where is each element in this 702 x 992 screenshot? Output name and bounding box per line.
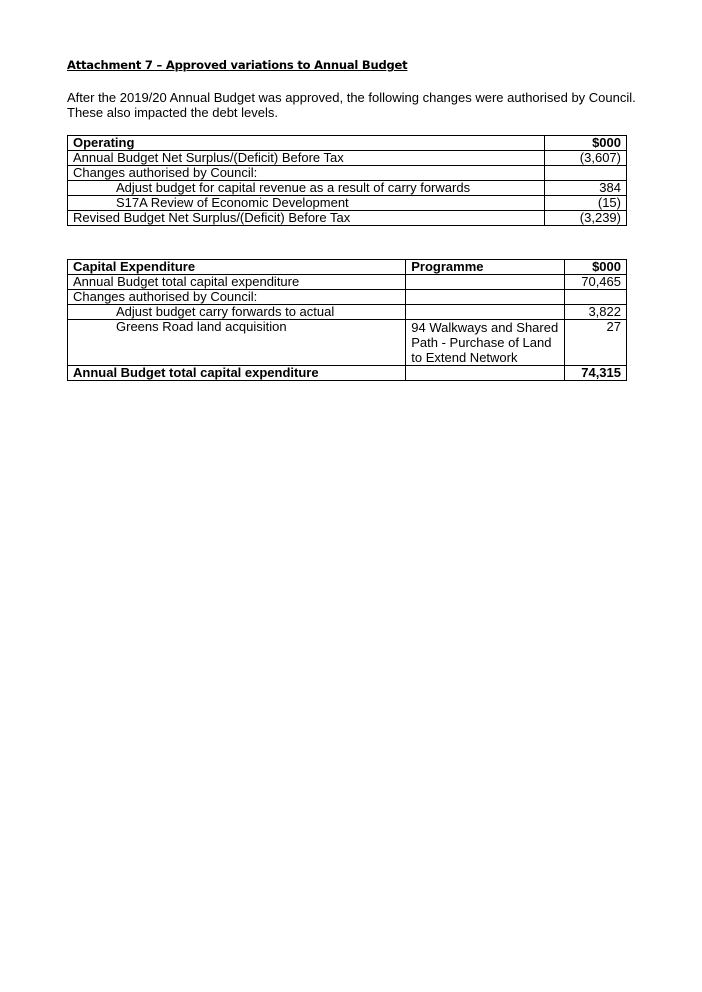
column-header-amount: $000 <box>545 136 627 151</box>
row-label: Changes authorised by Council: <box>68 166 545 181</box>
row-label: Adjust budget for capital revenue as a result of carry forwards <box>68 181 545 196</box>
row-label: Annual Budget total capital expenditure <box>68 275 406 290</box>
table-row <box>68 305 627 320</box>
table-row <box>68 290 627 305</box>
row-label: Annual Budget total capital expenditure <box>68 366 406 381</box>
table-header-row <box>68 260 627 275</box>
row-programme <box>406 275 565 290</box>
row-label: Greens Road land acquisition <box>68 320 406 366</box>
row-amount: 70,465 <box>565 275 627 290</box>
row-amount: 384 <box>545 181 627 196</box>
row-programme <box>406 290 565 305</box>
row-programme <box>406 305 565 320</box>
table-row <box>68 151 627 166</box>
row-amount: (3,239) <box>545 211 627 226</box>
operating-table <box>67 135 627 226</box>
row-amount <box>565 290 627 305</box>
table-row <box>68 275 627 290</box>
table-row <box>68 181 627 196</box>
table-row <box>68 196 627 211</box>
table-header-row <box>68 136 627 151</box>
row-label: Adjust budget carry forwards to actual <box>68 305 406 320</box>
row-label: Annual Budget Net Surplus/(Deficit) Before Tax <box>68 151 545 166</box>
row-amount: 74,315 <box>565 366 627 381</box>
intro-paragraph: After the 2019/20 Annual Budget was approved, the following changes were authorised by Council. These also impacted the debt levels. <box>67 90 636 120</box>
table-row <box>68 320 627 366</box>
row-label: Revised Budget Net Surplus/(Deficit) Before Tax <box>68 211 545 226</box>
column-header-amount: $000 <box>565 260 627 275</box>
table-total-row <box>68 366 627 381</box>
row-label: Changes authorised by Council: <box>68 290 406 305</box>
column-header-programme: Programme <box>406 260 565 275</box>
row-amount: (3,607) <box>545 151 627 166</box>
column-header-operating: Operating <box>68 136 545 151</box>
row-amount: 3,822 <box>565 305 627 320</box>
row-amount: 27 <box>565 320 627 366</box>
row-label: S17A Review of Economic Development <box>68 196 545 211</box>
column-header-capital-expenditure: Capital Expenditure <box>68 260 406 275</box>
row-amount: (15) <box>545 196 627 211</box>
table-row <box>68 166 627 181</box>
row-programme <box>406 366 565 381</box>
row-programme: 94 Walkways and Shared Path - Purchase of Land to Extend Network <box>406 320 565 366</box>
row-amount <box>545 166 627 181</box>
capital-expenditure-table <box>67 259 627 381</box>
table-row <box>68 211 627 226</box>
page-heading: Attachment 7 – Approved variations to Annual Budget <box>67 58 408 72</box>
